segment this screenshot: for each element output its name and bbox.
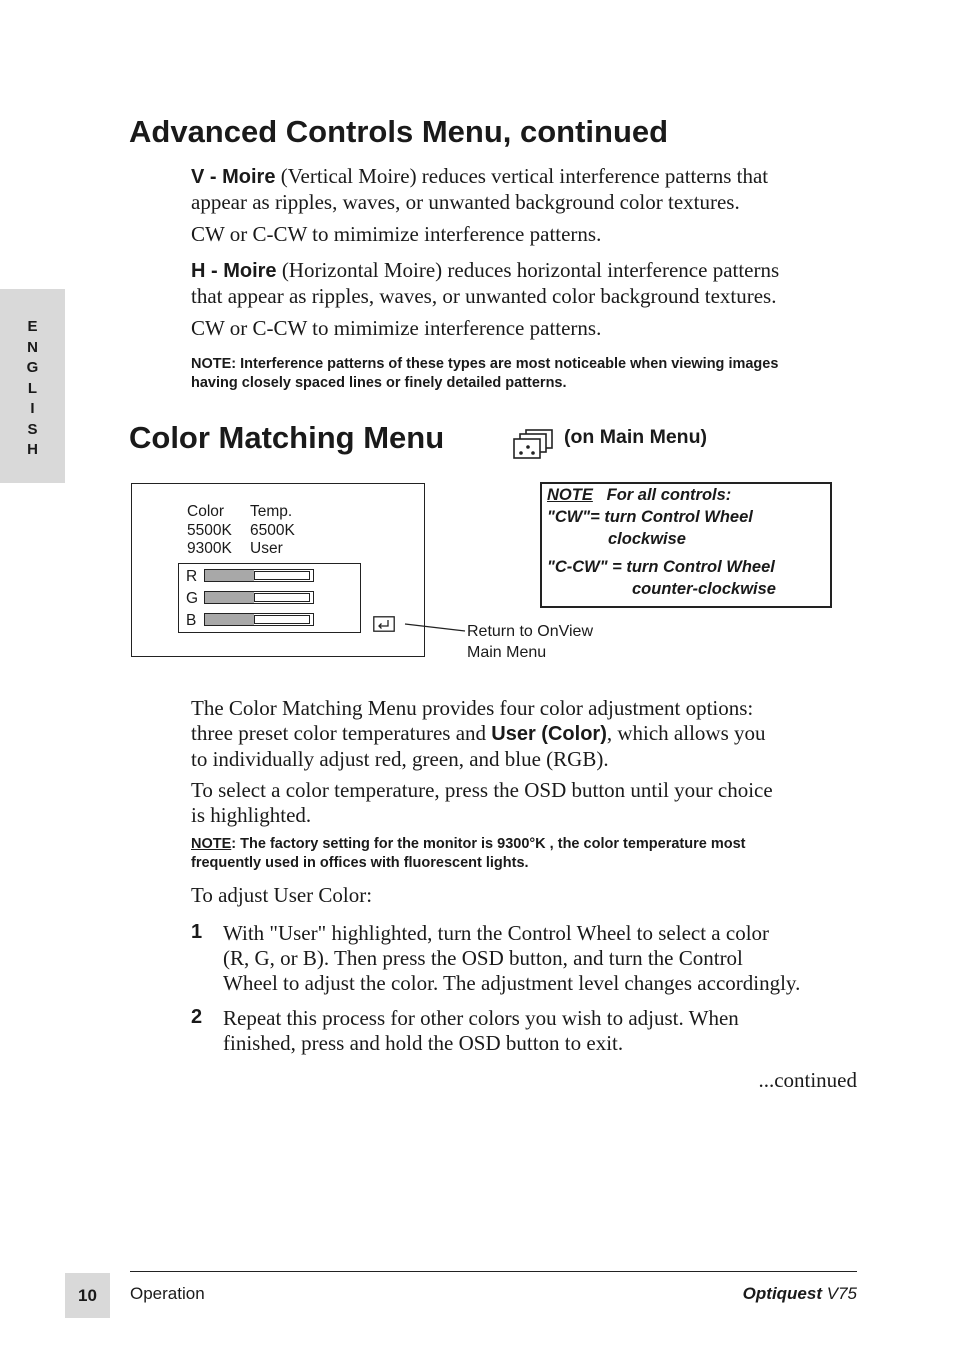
ccw-definition-cont: counter-clockwise (632, 580, 776, 598)
select-temperature-paragraph: To select a color temperature, press the OSD button until your choice is highlighted. (191, 778, 773, 827)
return-arrow-icon (373, 616, 395, 632)
v-moire-description: V - Moire (Vertical Moire) reduces vertical interference patterns that appear as ripples, waves, or unwanted background color textures. CW or C-CW to mimimize interference patterns. (191, 164, 871, 247)
on-main-menu-label: (on Main Menu) (564, 426, 707, 448)
step-number-2: 2 (191, 1006, 203, 1028)
language-tab-letters: E N G L I S H (26, 318, 39, 458)
v-moire-instruction: CW or C-CW to mimimize interference patterns. (191, 222, 602, 246)
user-color-term: User (Color) (491, 723, 607, 745)
color-matching-intro: The Color Matching Menu provides four color adjustment options: three preset color temperatures and User (Color), which allows you to individually adjust red, green, and blue (RGB). (191, 696, 766, 771)
color-matching-heading: Color Matching Menu (129, 420, 445, 455)
interference-note: NOTE: Interference patterns of these types are most noticeable when viewing images having closely spaced lines or finely detailed patterns. (191, 356, 779, 391)
continued-label: ...continued (758, 1068, 857, 1092)
return-callout: Return to OnView Main Menu (467, 623, 593, 661)
h-moire-description: H - Moire (Horizontal Moire) reduces horizontal interference patterns that appear as ripples, waves, or unwanted color background textures. CW or C-CW to mimimize interference patterns. (191, 258, 871, 341)
language-tab (0, 289, 65, 483)
footer-section: Operation (130, 1284, 205, 1303)
green-level-slider (204, 591, 314, 604)
controls-note-heading: NOTE For all controls: (547, 486, 732, 504)
ccw-definition: "C-CW" = turn Control Wheel (547, 558, 775, 576)
v-moire-term: V - Moire (191, 166, 276, 188)
h-moire-term: H - Moire (191, 260, 277, 282)
page-number: 10 (65, 1273, 110, 1318)
blue-level-slider (204, 613, 314, 626)
osd-color-column: Color 5500K 9300K (187, 503, 232, 557)
step-2-text: Repeat this process for other colors you wish to adjust. When finished, press and hold the OSD button to exit. (223, 1006, 739, 1055)
footer-product: Optiquest V75 (742, 1284, 857, 1303)
step-1-text: With "User" highlighted, turn the Control Wheel to select a color (R, G, or B). Then press the OSD button, and turn the Control Wheel to adjust the color. The adjustment level changes accordingly. (223, 921, 801, 995)
cw-definition-cont: clockwise (608, 530, 686, 548)
step-number-1: 1 (191, 921, 203, 943)
cw-definition: "CW"= turn Control Wheel (547, 508, 753, 526)
color-matching-icon (512, 428, 554, 460)
factory-setting-note: NOTE: The factory setting for the monitor is 9300°K , the color temperature most frequently used in offices with fluorescent lights. (191, 836, 746, 871)
h-moire-instruction: CW or C-CW to mimimize interference patterns. (191, 316, 602, 340)
footer-rule (130, 1271, 857, 1272)
callout-leader-line (404, 622, 466, 634)
advanced-controls-heading: Advanced Controls Menu, continued (129, 114, 669, 149)
osd-temp-column: Temp. 6500K User (250, 503, 295, 557)
adjust-user-color-intro: To adjust User Color: (191, 883, 373, 907)
red-level-slider (204, 569, 314, 582)
rgb-channel-labels: R G B (186, 568, 199, 629)
